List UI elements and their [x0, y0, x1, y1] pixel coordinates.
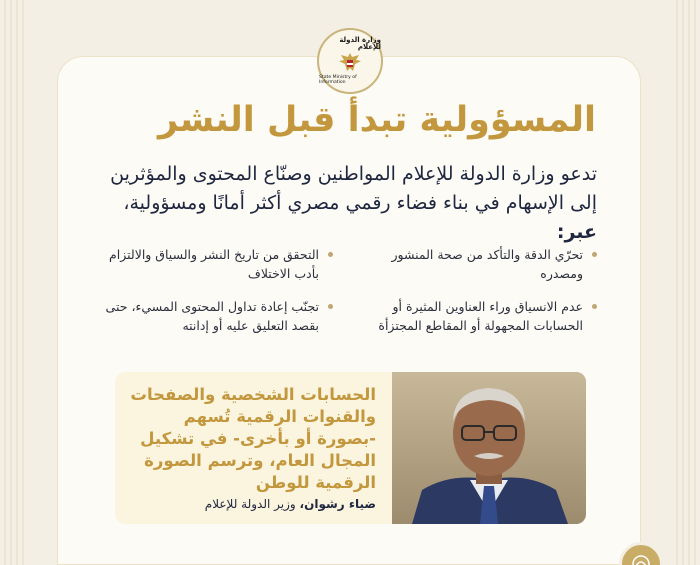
author-title: وزير الدولة للإعلام — [204, 497, 296, 511]
eagle-seal-icon — [317, 28, 383, 94]
quote-text: الحسابات الشخصية والصفحات والقنوات الرقمية تُسهم -بصورة أو بأخرى- في تشكيل المجال العام، وترسم الصورة الرقمية للوطن — [130, 385, 376, 492]
eagle-icon — [337, 51, 363, 75]
list-item: تجنّب إعادة تداول المحتوى المسيء، حتى بقصد التعليق عليه أو إدانته — [97, 297, 333, 335]
intro-emphasis: عبر: — [556, 221, 597, 243]
quote-attribution — [126, 497, 376, 511]
guidelines-list — [97, 245, 597, 335]
list-item: تحرّي الدقة والتأكد من صحة المنشور ومصدره — [361, 245, 597, 283]
author-name: ضياء رشوان، — [299, 497, 376, 511]
intro-text: تدعو وزارة الدولة للإعلام المواطنين وصنّاع المحتوى والمؤثرين إلى الإسهام في بناء فضاء رقمي مصري أكثر أمانًا ومسؤولية، — [110, 163, 597, 214]
left-decorative-lines — [0, 0, 40, 565]
intro-paragraph — [97, 160, 597, 247]
right-decorative-lines — [660, 0, 700, 565]
minister-portrait — [392, 372, 586, 524]
ministry-seal — [306, 28, 394, 100]
seal-arabic-text: وزارة الدولة للإعلام — [339, 35, 381, 51]
list-item: التحقق من تاريخ النشر والسياق والالتزام بأدب الاختلاف — [97, 245, 333, 283]
list-item: عدم الانسياق وراء العناوين المثيرة أو الحسابات المجهولة أو المقاطع المجتزأة — [361, 297, 597, 335]
headline: المسؤولية تبدأ قبل النشر — [157, 100, 596, 140]
seal-english-text: State Ministry of Information — [319, 74, 357, 85]
